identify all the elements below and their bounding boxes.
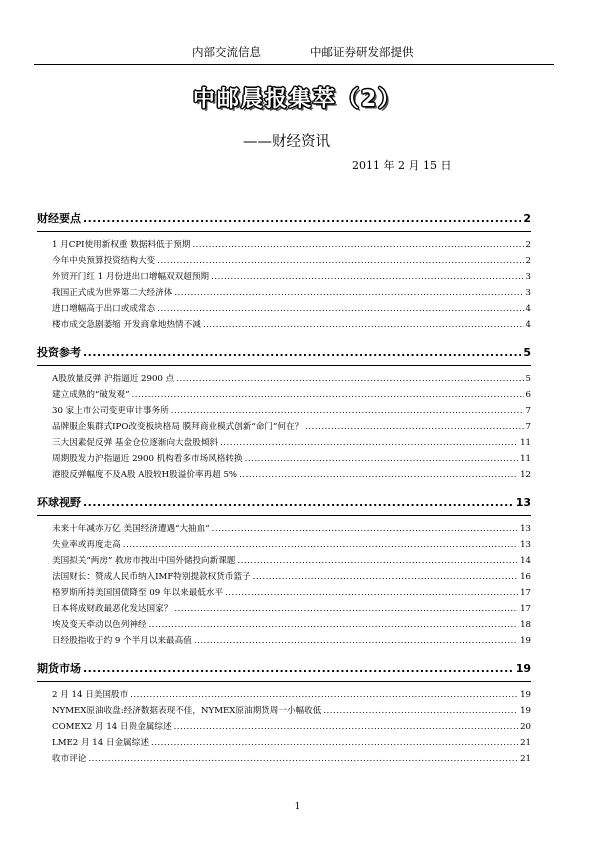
toc-item-label: COMEX2 月 14 日贵金属综述 (52, 722, 172, 732)
section-divider (37, 231, 531, 232)
document-title: 中邮晨报集萃（2） (192, 87, 403, 112)
toc-item-entry[interactable] (37, 554, 531, 570)
toc-item-label: 日经股指收于约 9 个半月以来最高值 (52, 636, 192, 646)
toc-item-page: 4 (525, 320, 531, 330)
toc-item-page: 19 (520, 690, 531, 700)
toc-item-label: 建立成熟的“破发观” (52, 390, 130, 400)
toc-item-page: 3 (525, 288, 531, 298)
toc-leader-dots (174, 288, 523, 298)
toc-item-page: 14 (520, 556, 531, 566)
toc-item-page: 11 (520, 438, 531, 448)
toc-item-label: 外贸开门红 1 月份进出口增幅双双超预期 (52, 272, 210, 282)
toc-item-entry[interactable] (37, 302, 531, 318)
toc-item-page: 7 (525, 406, 531, 416)
section-divider (37, 515, 531, 516)
toc-section-entry[interactable] (37, 494, 531, 510)
toc-item-entry[interactable] (37, 404, 531, 420)
header-right-text: 中邮证券研发部提供 (310, 45, 414, 59)
toc-leader-dots (237, 556, 518, 566)
toc-item-page: 5 (525, 374, 531, 384)
toc-item-label: 30 家上市公司变更审计事务所 (52, 406, 169, 416)
toc-item-page: 20 (520, 722, 531, 732)
toc-item-label: 埃及变天牵动以色列神经 (52, 620, 147, 630)
toc-item-entry[interactable] (37, 468, 531, 484)
toc-leader-dots (203, 320, 524, 330)
toc-section-page: 5 (523, 346, 531, 359)
toc-section-entry[interactable] (37, 210, 531, 226)
toc-leader-dots (305, 422, 523, 432)
page-header (34, 44, 554, 65)
toc-leader-dots (176, 374, 523, 384)
toc-leader-dots (123, 540, 518, 550)
toc-item-page: 2 (525, 240, 531, 250)
toc-item-entry[interactable] (37, 420, 531, 436)
toc-section-title: 期货市场 (37, 662, 81, 675)
toc-item-label: 1 月CPI使用新权重 数据料低于预期 (52, 240, 191, 250)
toc-item-entry[interactable] (37, 452, 531, 468)
toc-item-label: 日本将成财政最恶化发达国家？ (52, 604, 173, 614)
toc-item-page: 21 (520, 754, 531, 764)
toc-item-label: 未来十年减赤万亿 美国经济遭遇“大抽血” (52, 524, 210, 534)
toc-item-entry[interactable] (37, 254, 531, 270)
toc-item-page: 13 (520, 524, 531, 534)
toc-item-entry[interactable] (37, 270, 531, 286)
toc-leader-dots (157, 256, 523, 266)
toc-item-label: 进口增幅高于出口或成常态 (52, 304, 156, 314)
toc-leader-dots (83, 212, 521, 225)
toc-item-entry[interactable] (37, 602, 531, 618)
toc-item-label: 失业率或再度走高 (52, 540, 121, 550)
toc-leader-dots (132, 390, 524, 400)
toc-item-label: 楼市成交急剧萎缩 开发商拿地热情不减 (52, 320, 201, 330)
toc-item-entry[interactable] (37, 538, 531, 554)
toc-item-entry[interactable] (37, 752, 531, 768)
toc-leader-dots (83, 346, 521, 359)
toc-item-label: 我国正式成为世界第二大经济体 (52, 288, 173, 298)
toc-item-label: 2 月 14 日美国股市 (52, 690, 129, 700)
section-gap (37, 334, 531, 344)
toc-leader-dots (157, 304, 523, 314)
toc-item-entry[interactable] (37, 286, 531, 302)
toc-leader-dots (174, 722, 518, 732)
toc-leader-dots (323, 706, 518, 716)
toc-item-label: A股放量反弹 沪指逼近 2900 点 (52, 374, 175, 384)
toc-section-entry[interactable] (37, 660, 531, 676)
toc-item-page: 19 (520, 706, 531, 716)
toc-leader-dots (225, 588, 518, 598)
toc-item-entry[interactable] (37, 618, 531, 634)
toc-item-label: 收市评论 (52, 754, 87, 764)
toc-section-page: 2 (523, 212, 531, 225)
toc-leader-dots (211, 272, 524, 282)
toc-item-page: 17 (520, 588, 531, 598)
toc-item-page: 7 (525, 422, 531, 432)
toc-leader-dots (220, 438, 518, 448)
toc-leader-dots (88, 754, 518, 764)
toc-item-label: 法国财长：赞成人民币纳入IMF特别提款权货币篮子 (52, 572, 251, 582)
toc-leader-dots (149, 620, 519, 630)
toc-item-label: 三大因素促反弹 基金仓位逐渐向大盘股倾斜 (52, 438, 219, 448)
toc-item-page: 3 (525, 272, 531, 282)
toc-item-page: 16 (520, 572, 531, 582)
toc-item-entry[interactable] (37, 522, 531, 538)
page-number: 1 (294, 802, 301, 812)
toc-item-label: 港股反弹幅度不及A股 A股较H股溢价率再超 5% (52, 470, 238, 480)
toc-item-entry[interactable] (37, 720, 531, 736)
toc-section-page: 13 (515, 496, 531, 509)
toc-leader-dots (83, 662, 514, 675)
toc-item-page: 13 (520, 540, 531, 550)
toc-item-label: NYMEX原油收盘:经济数据表现不佳，NYMEX原油期货周一小幅收低 (52, 706, 322, 716)
toc-section-page: 19 (515, 662, 531, 675)
toc-item-entry[interactable] (37, 570, 531, 586)
document-date: 2011 年 2 月 15 日 (352, 159, 452, 172)
toc-item-page: 17 (520, 604, 531, 614)
toc-item-entry[interactable] (37, 372, 531, 388)
toc-item-page: 2 (525, 256, 531, 266)
document-subtitle: ——财经资讯 (243, 134, 330, 150)
toc-item-entry[interactable] (37, 736, 531, 752)
toc-leader-dots (130, 690, 518, 700)
toc-item-entry[interactable] (37, 238, 531, 254)
toc-leader-dots (171, 406, 524, 416)
toc-section-title: 投资参考 (37, 346, 81, 359)
toc-item-page: 18 (520, 620, 531, 630)
toc-item-entry[interactable] (37, 704, 531, 720)
toc-item-page: 12 (520, 470, 531, 480)
toc-section-title: 财经要点 (37, 212, 81, 225)
toc-item-entry[interactable] (37, 634, 531, 650)
toc-leader-dots (239, 470, 518, 480)
toc-item-label: LME2 月 14 日金属综述 (52, 738, 149, 748)
toc-leader-dots (174, 604, 518, 614)
toc-item-page: 11 (520, 454, 531, 464)
section-divider (37, 681, 531, 682)
toc-item-page: 4 (525, 304, 531, 314)
section-gap (37, 650, 531, 660)
toc-leader-dots (253, 572, 518, 582)
header-left-text: 内部交流信息 (192, 45, 261, 59)
toc-leader-dots (212, 524, 518, 534)
toc-item-label: 美国拟关“两房” 救房市拽出中国外储投向新课题 (52, 556, 236, 566)
toc-item-entry[interactable] (37, 436, 531, 452)
toc-item-label: 品牌服企集群式IPO改变板块格局 膜拜商业模式创新“命门”何在？ (52, 422, 304, 432)
toc-leader-dots (83, 496, 514, 509)
toc-item-label: 周期股发力沪指逼近 2900 机构看多市场风格转换 (52, 454, 243, 464)
toc-item-entry[interactable] (37, 688, 531, 704)
toc-item-entry[interactable] (37, 586, 531, 602)
toc-leader-dots (151, 738, 518, 748)
toc-section-entry[interactable] (37, 344, 531, 360)
toc-section-title: 环球视野 (37, 496, 81, 509)
section-gap (37, 484, 531, 494)
toc-item-page: 6 (525, 390, 531, 400)
toc-leader-dots (192, 240, 523, 250)
toc-item-entry[interactable] (37, 318, 531, 334)
toc-item-page: 21 (520, 738, 531, 748)
toc-leader-dots (194, 636, 518, 646)
section-divider (37, 365, 531, 366)
table-of-contents (37, 210, 531, 768)
toc-item-entry[interactable] (37, 388, 531, 404)
toc-item-label: 格罗斯所持美国国债降至 09 年以来最低水平 (52, 588, 224, 598)
toc-item-page: 19 (520, 636, 531, 646)
toc-item-label: 今年中央预算投资结构大变 (52, 256, 156, 266)
toc-leader-dots (245, 454, 518, 464)
